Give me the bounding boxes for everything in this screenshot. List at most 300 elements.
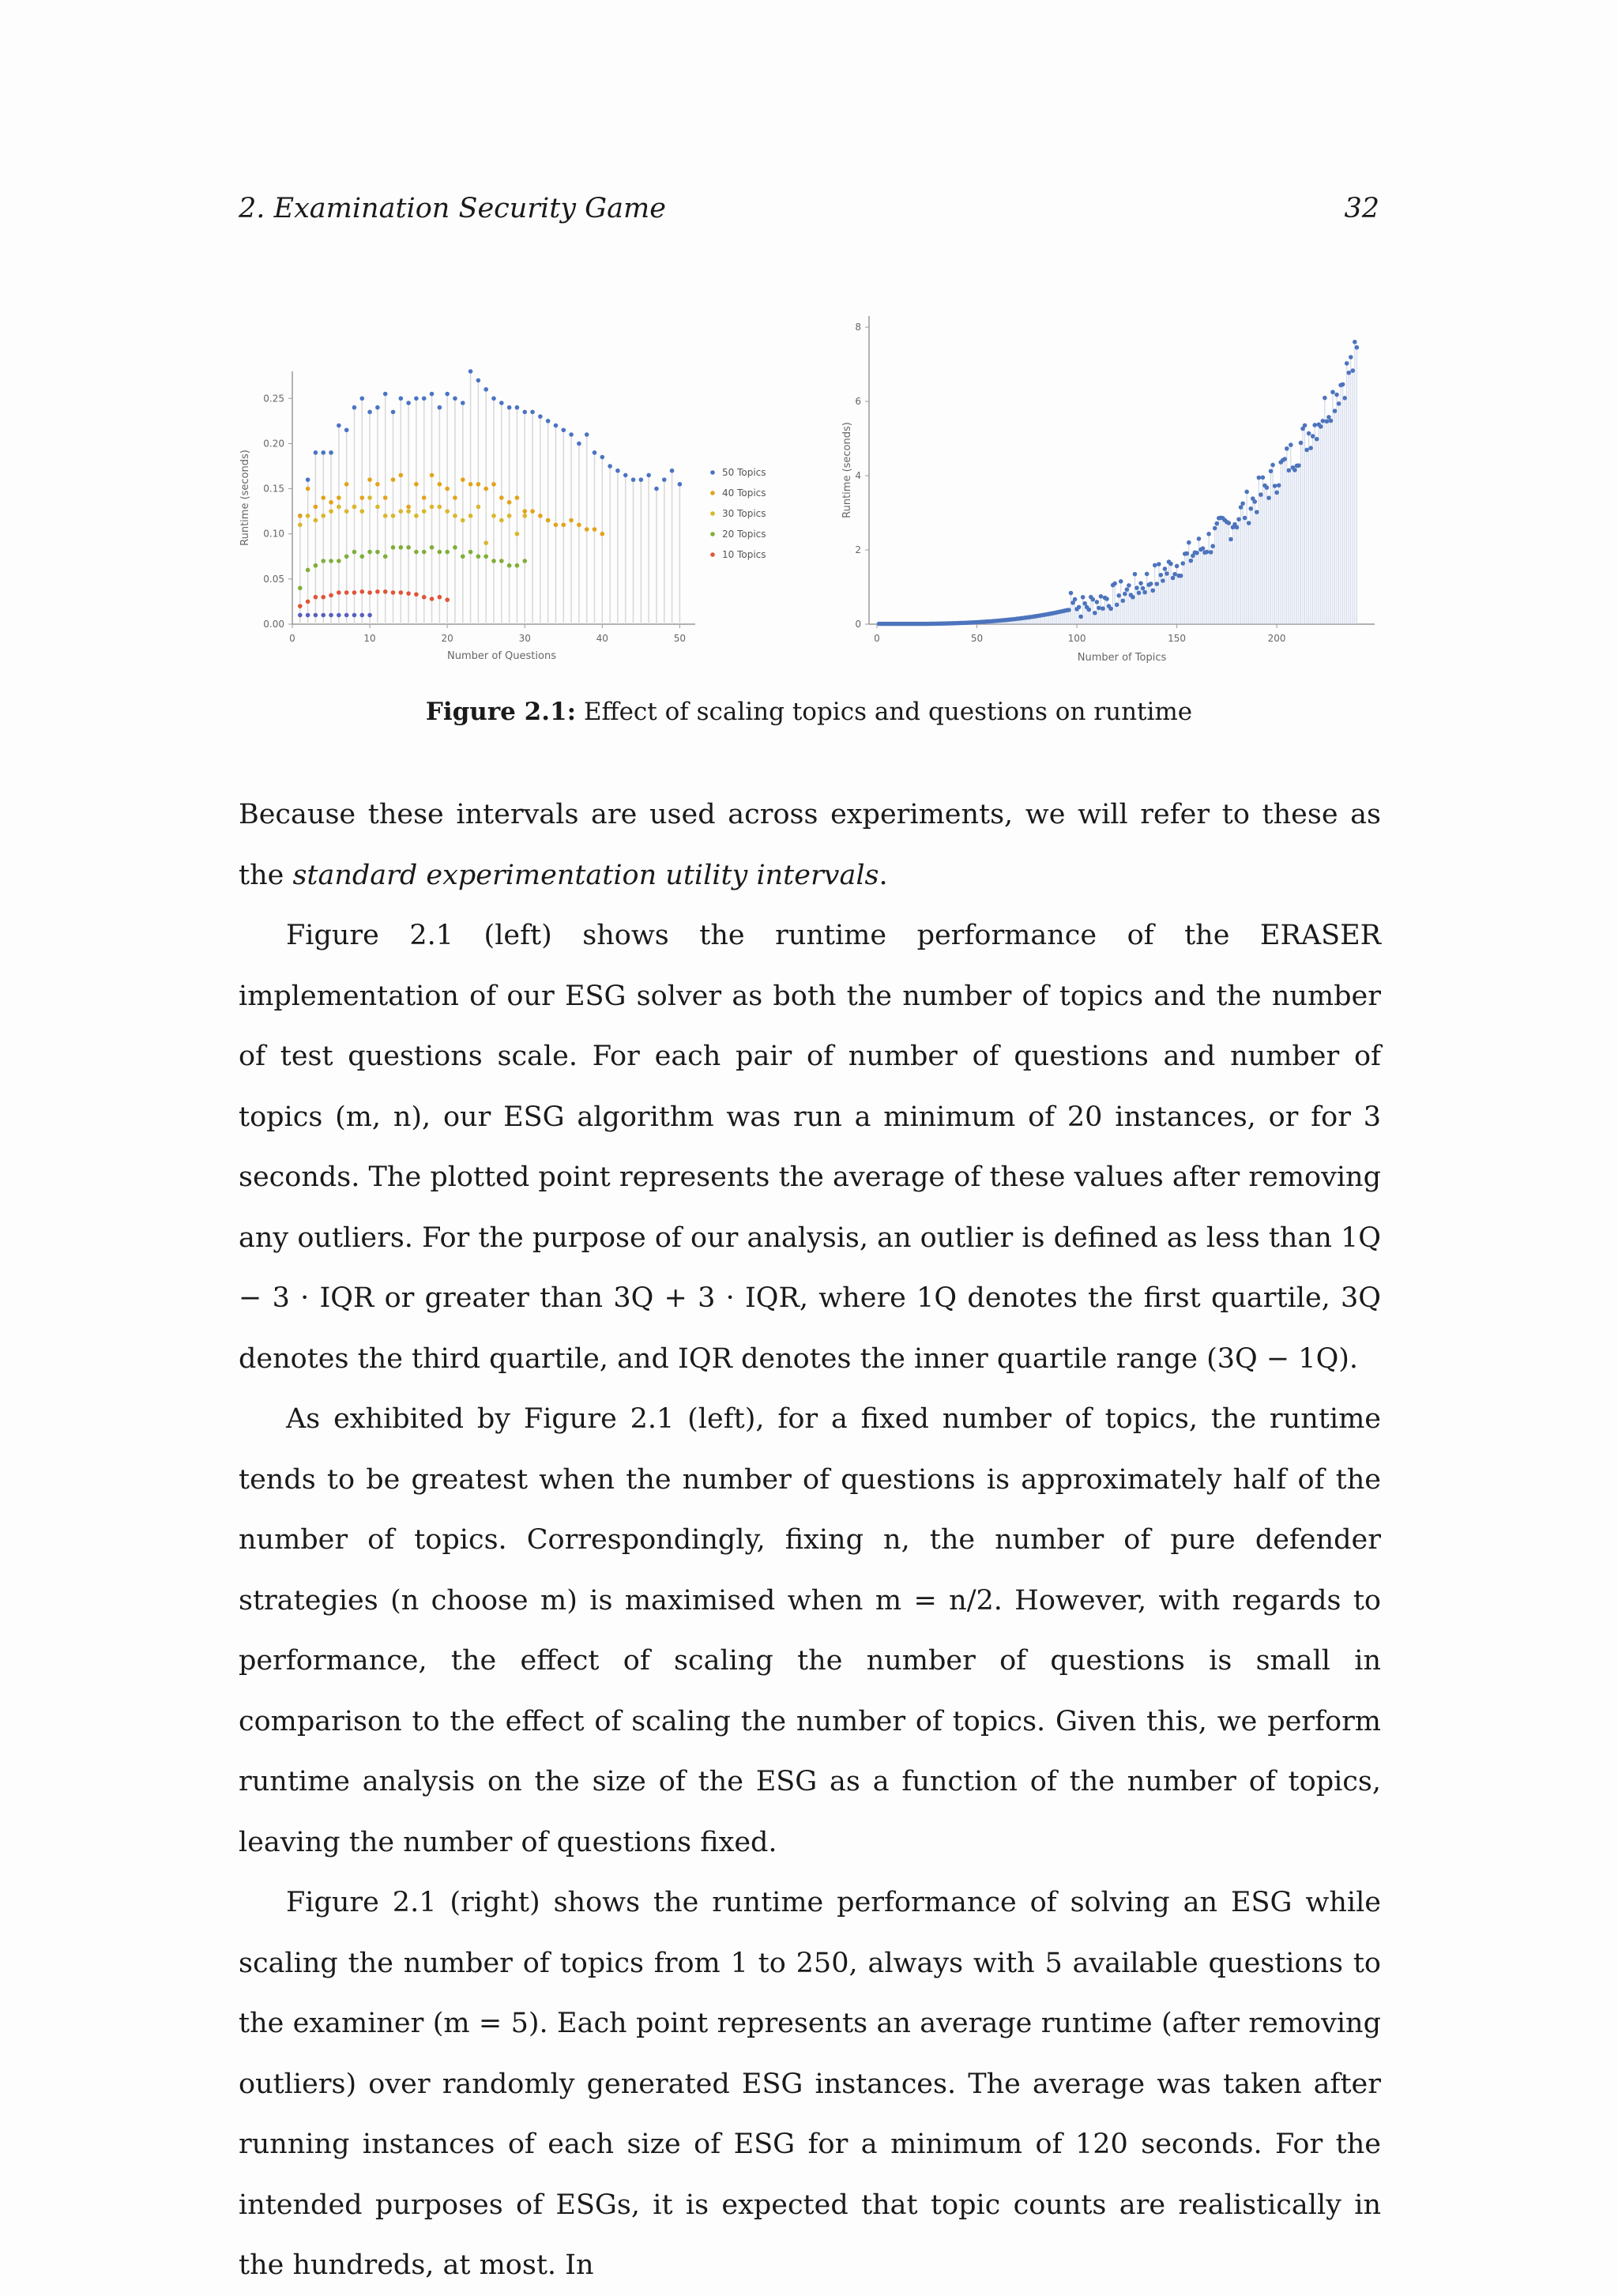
left-chart bbox=[239, 369, 766, 662]
right-point bbox=[1304, 448, 1309, 453]
right-point bbox=[1154, 582, 1159, 586]
left-point bbox=[554, 522, 559, 527]
right-point bbox=[1197, 536, 1202, 541]
left-point bbox=[445, 509, 450, 514]
left-point bbox=[491, 396, 496, 401]
left-point bbox=[438, 595, 442, 600]
right-point bbox=[1319, 424, 1323, 429]
figure-caption bbox=[0, 698, 1618, 726]
left-point bbox=[406, 509, 411, 514]
left-point bbox=[314, 613, 318, 618]
left-point bbox=[375, 505, 380, 510]
legend-label: 10 Topics bbox=[722, 549, 766, 560]
left-ytick-label: 0.10 bbox=[263, 528, 284, 540]
right-point bbox=[1077, 605, 1082, 610]
right-point bbox=[1104, 597, 1109, 601]
left-point bbox=[445, 487, 450, 491]
left-point bbox=[367, 590, 372, 595]
left-point bbox=[367, 613, 372, 618]
left-xtick-label: 30 bbox=[518, 633, 531, 644]
right-point bbox=[1067, 608, 1071, 612]
left-ytick-label: 0.25 bbox=[263, 393, 284, 405]
left-point bbox=[391, 410, 396, 415]
left-point bbox=[522, 514, 527, 518]
right-y-label: Runtime (seconds) bbox=[841, 422, 853, 518]
right-point bbox=[1227, 521, 1232, 525]
right-point bbox=[1179, 574, 1183, 578]
right-point bbox=[1073, 597, 1078, 602]
body-text bbox=[239, 785, 1381, 2296]
left-point bbox=[546, 518, 551, 523]
left-point bbox=[383, 392, 388, 397]
left-point bbox=[422, 595, 427, 600]
left-point bbox=[484, 540, 488, 545]
left-point bbox=[306, 600, 310, 604]
right-point bbox=[1069, 591, 1074, 596]
left-point bbox=[314, 518, 318, 523]
legend-label: 40 Topics bbox=[722, 487, 766, 499]
right-point bbox=[1187, 540, 1191, 545]
right-point bbox=[1195, 551, 1199, 555]
figure-2-1 bbox=[229, 300, 1390, 695]
left-point bbox=[453, 396, 457, 401]
left-point bbox=[484, 554, 488, 559]
right-point bbox=[1112, 582, 1117, 586]
left-point bbox=[476, 482, 481, 487]
right-ytick-label: 0 bbox=[855, 619, 861, 630]
left-point bbox=[375, 550, 380, 555]
left-point bbox=[414, 482, 419, 487]
legend-label: 30 Topics bbox=[722, 508, 766, 519]
right-ytick-label: 8 bbox=[855, 322, 861, 333]
right-point bbox=[1312, 423, 1317, 427]
left-point bbox=[367, 550, 372, 555]
left-point bbox=[414, 592, 419, 597]
right-ytick-label: 2 bbox=[855, 544, 861, 556]
right-point bbox=[1099, 594, 1104, 599]
left-point bbox=[438, 405, 442, 410]
left-point bbox=[314, 450, 318, 455]
left-point bbox=[391, 477, 396, 482]
left-point bbox=[375, 405, 380, 410]
right-point bbox=[1321, 419, 1326, 423]
right-point bbox=[1116, 593, 1121, 598]
left-point bbox=[329, 593, 333, 598]
left-point bbox=[414, 396, 419, 401]
left-point bbox=[530, 509, 535, 514]
right-point bbox=[1120, 599, 1125, 604]
right-point bbox=[1127, 583, 1131, 588]
left-point bbox=[445, 550, 450, 555]
right-point bbox=[1282, 457, 1287, 461]
left-point bbox=[538, 514, 543, 518]
left-point bbox=[375, 589, 380, 594]
right-point bbox=[1303, 423, 1308, 428]
left-point bbox=[314, 563, 318, 568]
left-point bbox=[391, 545, 396, 550]
left-ytick-label: 0.00 bbox=[263, 619, 284, 630]
right-point bbox=[1244, 490, 1249, 495]
left-point bbox=[554, 423, 559, 428]
left-point bbox=[445, 597, 450, 602]
right-point bbox=[1293, 468, 1297, 472]
left-point bbox=[569, 432, 574, 437]
left-point bbox=[453, 545, 457, 550]
left-point bbox=[337, 505, 341, 510]
left-point bbox=[383, 514, 388, 518]
left-point bbox=[600, 455, 605, 460]
right-point bbox=[1149, 582, 1153, 586]
right-point bbox=[1270, 463, 1275, 468]
left-point bbox=[476, 505, 481, 510]
right-point bbox=[1285, 446, 1289, 451]
right-point bbox=[1134, 585, 1139, 590]
left-point bbox=[383, 554, 388, 559]
left-point bbox=[306, 613, 310, 618]
left-point bbox=[359, 589, 364, 594]
left-point bbox=[507, 500, 512, 505]
left-point bbox=[422, 495, 427, 500]
right-point bbox=[1299, 441, 1304, 446]
left-point bbox=[352, 590, 357, 595]
left-point bbox=[406, 591, 411, 596]
legend-marker bbox=[710, 511, 715, 516]
left-point bbox=[359, 509, 364, 514]
left-point bbox=[515, 532, 520, 536]
right-point bbox=[1141, 586, 1146, 591]
legend-marker bbox=[710, 552, 715, 557]
left-point bbox=[298, 585, 303, 590]
right-point bbox=[1325, 419, 1330, 423]
left-point bbox=[406, 401, 411, 405]
right-point bbox=[1353, 340, 1357, 344]
left-point bbox=[476, 554, 481, 559]
left-point bbox=[654, 487, 659, 491]
left-point bbox=[344, 613, 349, 618]
right-point bbox=[1355, 345, 1360, 350]
left-point bbox=[391, 590, 396, 595]
right-point bbox=[1269, 469, 1274, 473]
left-point bbox=[329, 559, 333, 563]
right-point bbox=[1078, 615, 1083, 619]
left-point bbox=[375, 482, 380, 487]
left-point bbox=[499, 559, 504, 563]
right-point bbox=[1345, 361, 1349, 366]
left-point bbox=[359, 613, 364, 618]
left-xtick-label: 20 bbox=[441, 633, 453, 644]
left-point bbox=[468, 550, 473, 555]
left-point bbox=[367, 410, 372, 415]
caption-label: Figure 2.1: bbox=[425, 698, 577, 726]
left-point bbox=[515, 563, 520, 568]
right-point bbox=[1206, 532, 1211, 536]
left-point bbox=[414, 550, 419, 555]
right-xtick-label: 150 bbox=[1168, 633, 1187, 644]
left-point bbox=[639, 477, 644, 482]
left-point bbox=[306, 514, 310, 518]
right-xtick-label: 50 bbox=[970, 633, 984, 644]
right-xtick-label: 200 bbox=[1267, 633, 1286, 644]
right-point bbox=[1161, 578, 1165, 583]
left-x-label: Number of Questions bbox=[447, 650, 556, 662]
right-point bbox=[1081, 595, 1086, 600]
left-point bbox=[430, 392, 435, 397]
left-point bbox=[530, 410, 535, 415]
left-point bbox=[399, 509, 404, 514]
right-point bbox=[1252, 499, 1257, 504]
left-point bbox=[461, 518, 465, 523]
left-point bbox=[383, 589, 388, 594]
right-ytick-label: 4 bbox=[855, 470, 861, 482]
right-point bbox=[1296, 463, 1301, 468]
left-point bbox=[499, 495, 504, 500]
right-point bbox=[1180, 561, 1185, 566]
left-point bbox=[406, 505, 411, 510]
left-point bbox=[593, 450, 597, 455]
left-point bbox=[522, 559, 527, 563]
left-xtick-label: 0 bbox=[289, 633, 295, 644]
left-point bbox=[577, 522, 581, 527]
left-point bbox=[430, 505, 435, 510]
left-point bbox=[321, 613, 325, 618]
left-point bbox=[491, 514, 496, 518]
left-point bbox=[352, 505, 357, 510]
right-point bbox=[1323, 396, 1327, 401]
right-point bbox=[1229, 537, 1233, 542]
left-point bbox=[306, 487, 310, 491]
left-point bbox=[461, 554, 465, 559]
left-point bbox=[352, 550, 357, 555]
page-number: 32 bbox=[1344, 193, 1379, 224]
p1-emphasis: standard experimentation utility intervals bbox=[292, 859, 879, 891]
right-point bbox=[1150, 589, 1155, 593]
right-ytick-label: 6 bbox=[855, 396, 861, 408]
left-point bbox=[484, 487, 488, 491]
left-point bbox=[577, 442, 581, 446]
left-point bbox=[438, 550, 442, 555]
left-point bbox=[337, 613, 341, 618]
paragraph-4: Figure 2.1 (right) shows the runtime performance of solving an ESG while scaling the number of topics from 1 to 250, always with 5 available questions to the examiner (m = 5). Each point represents an average runtime (after removing outliers) over randomly generated ESG instances. The average was taken after running instances of each size of ESG for a minimum of 120 seconds. For the intended purposes of ESGs, it is expected that topic counts are realistically in the hundreds, at most. In bbox=[239, 1887, 1381, 2281]
left-point bbox=[314, 595, 318, 600]
chapter-title: 2. Examination Security Game bbox=[239, 193, 666, 224]
left-point bbox=[438, 505, 442, 510]
left-point bbox=[422, 550, 427, 555]
left-point bbox=[507, 514, 512, 518]
left-point bbox=[298, 613, 303, 618]
left-point bbox=[321, 495, 325, 500]
left-point bbox=[507, 405, 512, 410]
left-point bbox=[306, 568, 310, 573]
right-xtick-label: 0 bbox=[874, 633, 880, 644]
running-head bbox=[239, 193, 1379, 232]
right-point bbox=[1247, 521, 1251, 525]
left-point bbox=[585, 432, 589, 437]
left-point bbox=[569, 518, 574, 523]
left-point bbox=[453, 514, 457, 518]
right-point bbox=[1311, 434, 1315, 438]
left-point bbox=[399, 473, 404, 478]
right-point bbox=[1330, 390, 1335, 394]
left-point bbox=[406, 545, 411, 550]
right-point bbox=[1349, 355, 1353, 359]
left-point bbox=[399, 590, 404, 595]
right-point bbox=[1307, 431, 1311, 436]
left-point bbox=[399, 396, 404, 401]
right-point bbox=[1205, 550, 1210, 555]
right-point bbox=[1137, 591, 1142, 596]
left-point bbox=[367, 495, 372, 500]
left-point bbox=[422, 396, 427, 401]
left-point bbox=[631, 477, 636, 482]
right-x-label: Number of Topics bbox=[1077, 652, 1167, 664]
left-point bbox=[321, 514, 325, 518]
left-point bbox=[329, 509, 333, 514]
legend-marker bbox=[710, 532, 715, 536]
p1-end: . bbox=[879, 859, 888, 891]
left-point bbox=[321, 559, 325, 563]
legend-marker bbox=[710, 470, 715, 475]
caption-text: Effect of scaling topics and questions on runtime bbox=[583, 698, 1193, 726]
left-point bbox=[615, 469, 620, 473]
left-ytick-label: 0.15 bbox=[263, 483, 284, 495]
left-ytick-label: 0.20 bbox=[263, 438, 284, 450]
left-point bbox=[422, 509, 427, 514]
left-point bbox=[461, 401, 465, 405]
left-point bbox=[321, 450, 325, 455]
left-point bbox=[337, 590, 341, 595]
right-point bbox=[1123, 592, 1127, 597]
left-point bbox=[499, 401, 504, 405]
left-point bbox=[507, 563, 512, 568]
left-point bbox=[678, 482, 683, 487]
right-point bbox=[1243, 516, 1247, 521]
left-point bbox=[314, 505, 318, 510]
left-point bbox=[344, 590, 349, 595]
right-point bbox=[1101, 606, 1105, 611]
right-chart bbox=[841, 316, 1375, 664]
right-point bbox=[1333, 408, 1338, 413]
left-point bbox=[430, 473, 435, 478]
left-point bbox=[484, 387, 488, 392]
left-point bbox=[391, 514, 396, 518]
left-point bbox=[538, 414, 543, 419]
right-point bbox=[1239, 505, 1244, 510]
left-xtick-label: 40 bbox=[596, 633, 608, 644]
left-point bbox=[522, 509, 527, 514]
right-point bbox=[1168, 562, 1173, 566]
right-point bbox=[1153, 563, 1157, 568]
left-point bbox=[499, 518, 504, 523]
left-point bbox=[367, 477, 372, 482]
right-point bbox=[1184, 551, 1189, 556]
right-point bbox=[1093, 611, 1097, 615]
left-point bbox=[344, 509, 349, 514]
left-point bbox=[600, 532, 605, 536]
right-point bbox=[1236, 517, 1241, 521]
right-point bbox=[1277, 483, 1281, 487]
right-point bbox=[1315, 437, 1319, 442]
right-point bbox=[1248, 506, 1253, 511]
left-point bbox=[491, 559, 496, 563]
left-point bbox=[468, 482, 473, 487]
right-point bbox=[1163, 566, 1168, 571]
left-point bbox=[430, 597, 435, 601]
left-point bbox=[646, 473, 651, 478]
left-point bbox=[359, 396, 364, 401]
left-point bbox=[414, 514, 419, 518]
left-point bbox=[344, 427, 349, 432]
left-point bbox=[461, 477, 465, 482]
p1-text: Because these intervals are used across experiments, we will refer to these as the bbox=[239, 799, 1381, 891]
right-point bbox=[1091, 597, 1096, 602]
left-point bbox=[352, 405, 357, 410]
left-point bbox=[430, 545, 435, 550]
right-point bbox=[1346, 371, 1351, 375]
left-point bbox=[445, 392, 450, 397]
right-point bbox=[1350, 368, 1355, 373]
left-point bbox=[298, 604, 303, 608]
left-point bbox=[608, 464, 612, 469]
right-point bbox=[1171, 576, 1176, 581]
left-point bbox=[383, 495, 388, 500]
right-point bbox=[1131, 595, 1135, 600]
legend-label: 20 Topics bbox=[722, 529, 766, 540]
right-point bbox=[1287, 468, 1292, 472]
right-point bbox=[1165, 571, 1169, 576]
left-point bbox=[337, 559, 341, 563]
left-point bbox=[321, 595, 325, 600]
left-point bbox=[585, 527, 589, 532]
left-y-label: Runtime (seconds) bbox=[239, 450, 251, 546]
left-point bbox=[359, 495, 364, 500]
left-xtick-label: 10 bbox=[363, 633, 376, 644]
left-point bbox=[399, 545, 404, 550]
right-point bbox=[1240, 501, 1245, 506]
right-point bbox=[1308, 446, 1313, 450]
left-point bbox=[329, 500, 333, 505]
paragraph-3: As exhibited by Figure 2.1 (left), for a fixed number of topics, the runtime tends to be greatest when the number of questions is approximately half of the number of topics. Correspondingly, fixing n, the number of pure defender strategies (n choose m) is maximised when m = n/2. However, with regards to performance, the effect of scaling the number of questions is small in comparison to the effect of scaling the number of topics. Given this, we perform runtime analysis on the size of the ESG as a function of the number of topics, leaving the number of questions fixed. bbox=[239, 1403, 1381, 1858]
left-point bbox=[352, 613, 357, 618]
left-point bbox=[476, 378, 481, 383]
right-point bbox=[1255, 510, 1259, 514]
left-point bbox=[329, 613, 333, 618]
left-point bbox=[453, 495, 457, 500]
right-point bbox=[1172, 572, 1177, 577]
right-point bbox=[1337, 401, 1341, 406]
right-point bbox=[1265, 485, 1270, 490]
right-point bbox=[1175, 564, 1180, 569]
left-ytick-label: 0.05 bbox=[263, 573, 284, 585]
right-point bbox=[1342, 396, 1347, 401]
right-point bbox=[1142, 590, 1147, 595]
left-point bbox=[468, 369, 473, 374]
right-point bbox=[1095, 600, 1100, 604]
left-point bbox=[337, 423, 341, 428]
left-point bbox=[344, 482, 349, 487]
right-point bbox=[1213, 526, 1217, 531]
left-point bbox=[561, 522, 566, 527]
left-point bbox=[491, 482, 496, 487]
left-legend bbox=[710, 467, 766, 560]
right-xtick-label: 100 bbox=[1067, 633, 1086, 644]
left-point bbox=[561, 427, 566, 432]
right-point bbox=[1115, 603, 1119, 608]
right-point bbox=[1201, 546, 1206, 551]
right-point bbox=[1259, 492, 1263, 497]
left-point bbox=[306, 477, 310, 482]
left-point bbox=[515, 495, 520, 500]
left-point bbox=[670, 469, 675, 473]
